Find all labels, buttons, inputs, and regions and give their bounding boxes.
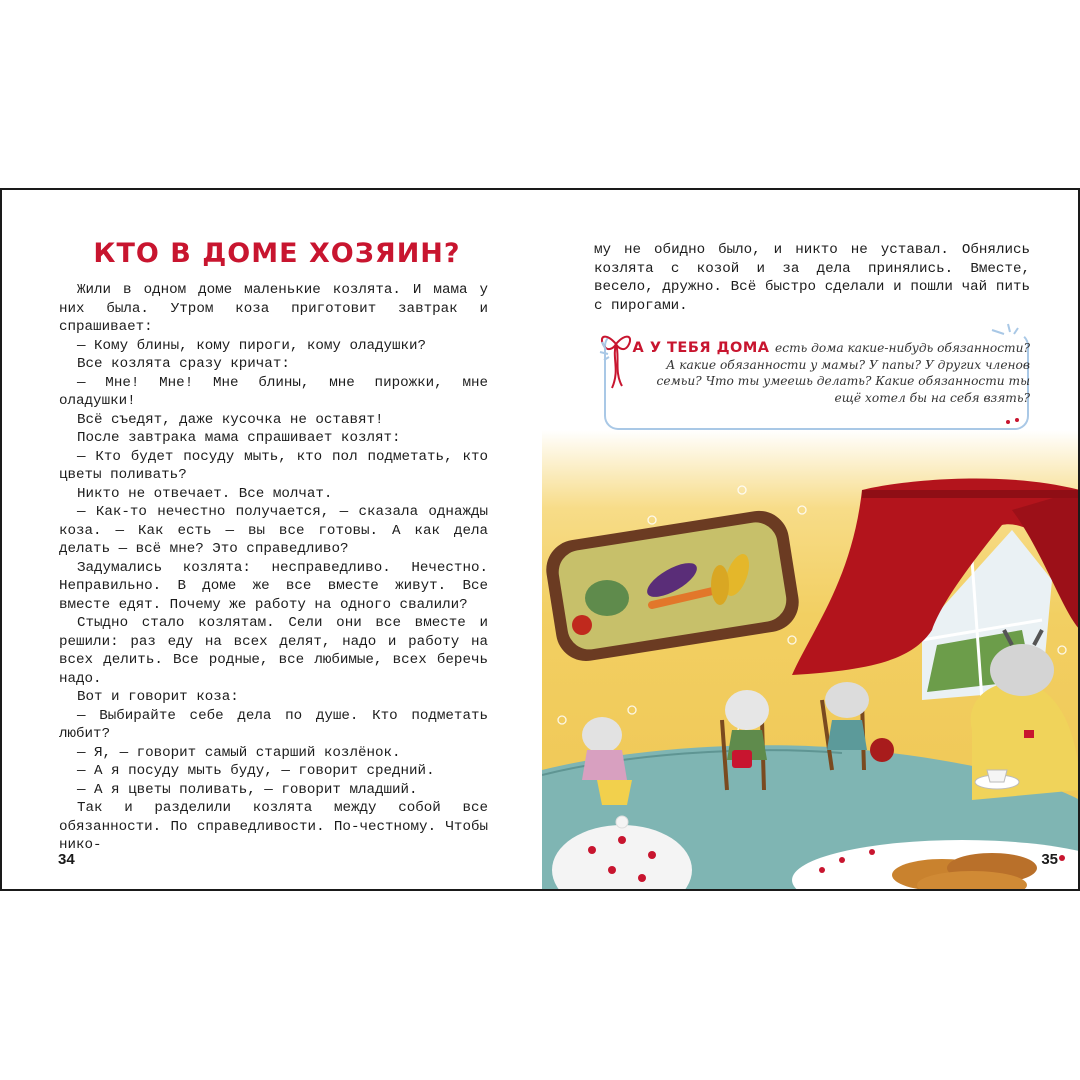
- story-paragraph: му не обидно было, и никто не уставал. Обнялись козлята с козой и за дела принялись. Вместе, весело, дружно. Всё быстро сделали и пошли чай пить с пирогами.: [594, 242, 1030, 314]
- story-paragraph: Стыдно стало козлятам. Сели они все вместе и решили: раз еду на всех делят, надо и работу на всех делить. Все родные, все любимые, всех беречь надо.: [59, 615, 488, 687]
- story-text-right: [594, 241, 1030, 315]
- story-paragraph: — Мне! Мне! Мне блины, мне пирожки, мне оладушки!: [59, 374, 488, 409]
- story-paragraph: Все козлята сразу кричат:: [77, 356, 290, 372]
- sparkle-lines-icon: [598, 340, 618, 362]
- story-paragraph: — А я цветы поливать, — говорит младший.: [77, 781, 418, 798]
- story-paragraph: — Кто будет посуду мыть, кто пол подметать, кто цветы поливать?: [59, 448, 488, 483]
- page-number-right: 35: [1041, 851, 1058, 868]
- right-page: [542, 190, 1080, 889]
- question-callout-text: [628, 340, 1030, 406]
- story-paragraph: Вот и говорит коза:: [77, 689, 239, 705]
- story-paragraph: Жили в одном доме маленькие козлята. И мама у них была. Утром коза приготовит завтрак и спрашивает:: [59, 282, 488, 335]
- story-paragraph: Всё съедят, даже кусочка не оставят!: [77, 411, 384, 428]
- page-number-left: 34: [58, 851, 75, 868]
- story-paragraph: Так и разделили козлята между собой все обязанности. По справедливости. По-честному. Чтобы нико-: [59, 800, 488, 853]
- story-paragraph: — А я посуду мыть буду, — говорит средний.: [77, 763, 435, 779]
- story-paragraph: — Я, — говорит самый старший козлёнок.: [77, 744, 401, 761]
- story-title: КТО В ДОМЕ ХОЗЯИН?: [93, 238, 461, 269]
- callout-body: есть дома какие-нибудь обязанности? А какие обязанности у мамы? У папы? У других членов семьи? Что ты умеешь делать? Какие обязанности ты ещё хотел бы на себя взять?: [656, 341, 1030, 405]
- goats-tea-party-illustration: [542, 430, 1080, 891]
- story-paragraph: — Выбирайте себе дела по душе. Кто подметать любит?: [59, 707, 488, 742]
- story-text-left: [59, 281, 488, 855]
- story-paragraph: — Кому блины, кому пироги, кому оладушки?: [77, 337, 427, 354]
- callout-lead: А У ТЕБЯ ДОМА: [632, 340, 776, 356]
- left-page: [2, 190, 542, 889]
- book-spread: [0, 188, 1080, 891]
- story-paragraph: После завтрака мама спрашивает козлят:: [77, 430, 401, 446]
- story-paragraph: Задумались козлята: несправедливо. Нечестно. Неправильно. В доме же все вместе живут. Все вместе едят. Почему же работу на одного свалили?: [59, 559, 488, 613]
- story-paragraph: — Как-то нечестно получается, — сказала однажды коза. — Как есть — вы все готовы. А как дела делать — всё мне? Это справедливо?: [59, 504, 488, 557]
- story-paragraph: Никто не отвечает. Все молчат.: [77, 485, 333, 502]
